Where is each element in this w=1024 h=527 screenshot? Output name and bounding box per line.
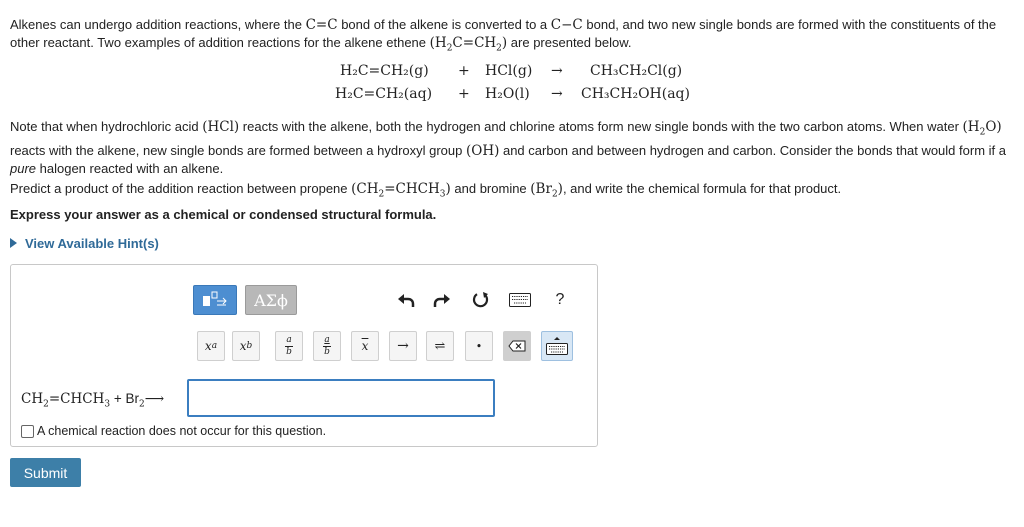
answer-input[interactable] <box>187 379 495 417</box>
superscript-button[interactable]: x a <box>197 331 225 361</box>
submit-button[interactable]: Submit <box>10 458 81 487</box>
intro-paragraph: Alkenes can undergo addition reactions, where the C=C bond of the alkene is converted to a C−C bond, and two new single bonds are formed with the constituents of the other reactant. Two examples of addition reactions for the alkene ethene $(H_2C=CH_2)$ are presented below. <box>10 17 997 54</box>
reset-icon <box>472 291 490 309</box>
virtual-keyboard-button[interactable] <box>541 331 573 361</box>
mixed-fraction-button[interactable]: $\frac{a}{b}$ <box>313 331 341 361</box>
expand-triangle-icon <box>10 238 17 248</box>
redo-button[interactable] <box>431 289 453 311</box>
reset-button[interactable] <box>470 289 492 311</box>
backspace-button[interactable] <box>503 331 531 361</box>
help-button[interactable]: ? <box>555 291 565 308</box>
note-paragraph: Note that when hydrochloric acid (HCl) reacts with the alkene, both the hydrogen and chlorine atoms form new single bonds with the two carbon atoms. When water $(H_2O)$ reacts with the alkene, new single bonds are formed between a hydroxyl group (OH) and carbon and between hydrogen and carbon. Consider the bonds that would form if a pure halogen reacted with an alkene. <box>10 119 1006 176</box>
keyboard-icon <box>509 293 531 307</box>
dot-button[interactable]: • <box>465 331 493 361</box>
undo-icon <box>397 292 415 308</box>
vector-button[interactable]: $\overline{x}$ <box>351 331 379 361</box>
fraction-button[interactable]: $\frac{a}{b}$ <box>275 331 303 361</box>
predict-paragraph: Predict a product of the addition reaction between propene $(CH_2=CHCH_3)$ and bromine $(Br_2)$, and write the chemical formula for that product. <box>10 181 842 200</box>
no-reaction-checkbox[interactable] <box>21 425 34 438</box>
greek-symbols-button[interactable]: ΑΣϕ <box>245 285 297 315</box>
instruction-text: Express your answer as a chemical or condensed structural formula. <box>10 207 437 222</box>
subscript-button[interactable]: x b <box>232 331 260 361</box>
answer-panel <box>10 264 598 447</box>
keyboard-shortcuts-button[interactable] <box>507 289 533 311</box>
undo-button[interactable] <box>395 289 417 311</box>
view-hints-link[interactable]: View Available Hint(s) <box>10 236 159 251</box>
equilibrium-arrow-button[interactable]: ⇌ <box>426 331 454 361</box>
no-reaction-option[interactable]: A chemical reaction does not occur for this question. <box>21 424 326 438</box>
reaction-prompt: $CH_2=CHCH_3$ + $Br_2⟶$ <box>21 391 165 410</box>
redo-icon <box>433 292 451 308</box>
reaction-arrow-button[interactable]: → <box>389 331 417 361</box>
templates-icon <box>200 291 230 309</box>
virtual-keyboard-icon <box>546 336 568 356</box>
templates-button[interactable] <box>193 285 237 315</box>
backspace-icon <box>508 340 526 352</box>
